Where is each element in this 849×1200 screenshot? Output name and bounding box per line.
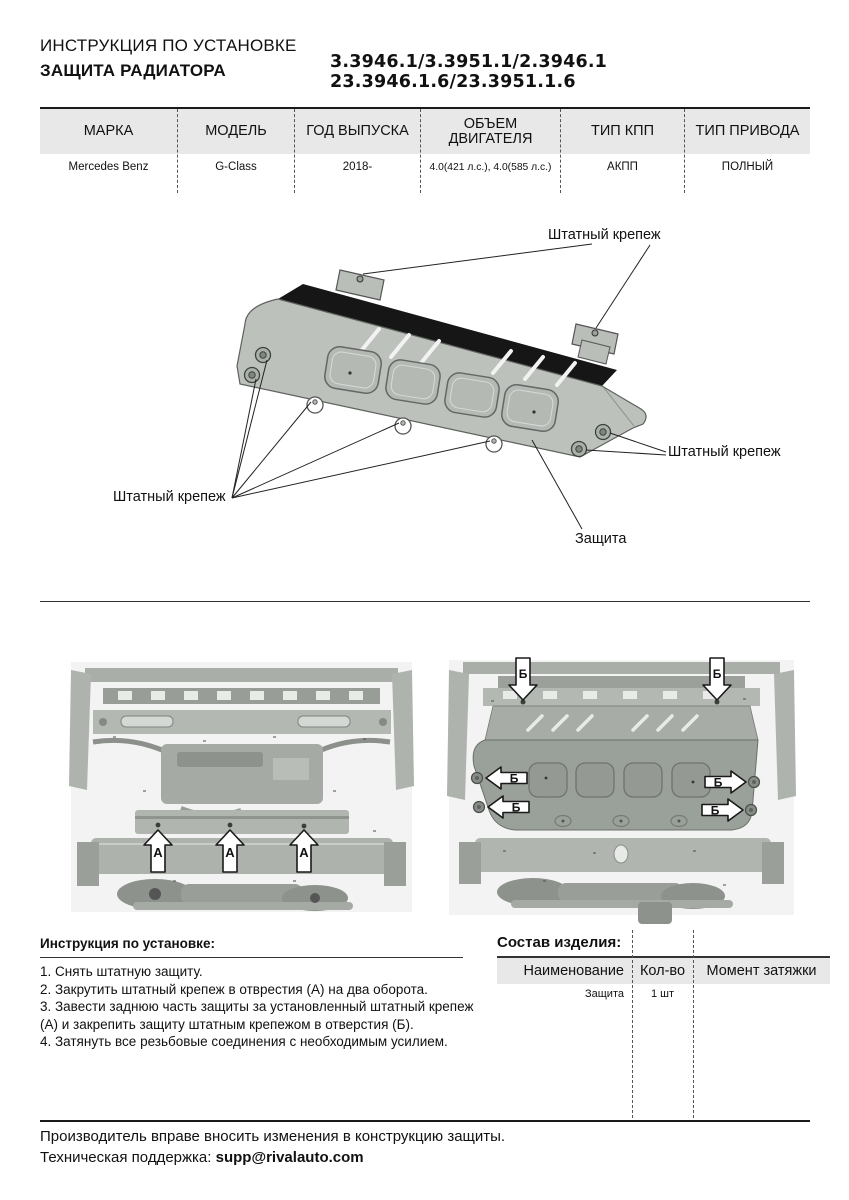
- marker-a-label: А: [153, 845, 163, 860]
- spec-value-brand: Mercedes Benz: [68, 161, 149, 173]
- part-numbers-line2: 23.3946.1.6/23.3951.1.6: [330, 72, 576, 92]
- spec-value-year: 2018-: [342, 161, 373, 173]
- composition-header-qty: Кол-во: [632, 958, 693, 984]
- callout-fastener-right: Штатный крепеж: [668, 444, 781, 460]
- spec-value-drive: ПОЛНЫЙ: [721, 161, 774, 173]
- composition-row-qty: 1 шт: [650, 988, 675, 1000]
- spec-header-gearbox: ТИП КПП: [590, 123, 655, 139]
- marker-b-label: Б: [518, 667, 528, 681]
- marker-a-label: А: [225, 845, 235, 860]
- spec-value-gearbox: АКПП: [607, 161, 638, 173]
- marker-b-label: Б: [710, 803, 720, 818]
- doc-type-title: ИНСТРУКЦИЯ ПО УСТАНОВКЕ: [40, 36, 297, 55]
- section-divider: [40, 601, 810, 602]
- photo-underbody-after: [443, 640, 800, 930]
- callout-fastener-top: Штатный крепеж: [548, 227, 661, 243]
- footer-divider: [40, 1120, 810, 1122]
- marker-b-label: Б: [713, 775, 723, 790]
- photo-underbody-before: [63, 640, 420, 930]
- composition-header-torque: Момент затяжки: [693, 958, 830, 984]
- composition-divider-1: [632, 930, 633, 1118]
- support-email: supp@rivalauto.com: [215, 1149, 364, 1166]
- spec-col-drive: [685, 109, 810, 193]
- tab-bolt-left: [357, 276, 363, 282]
- install-step-1: 1. Снять штатную защиту.: [40, 964, 203, 979]
- spec-col-model: [178, 109, 295, 193]
- composition-divider-2: [693, 930, 694, 1118]
- support-label: Техническая поддержка:: [40, 1149, 212, 1166]
- spec-col-engine: [421, 109, 561, 193]
- marker-a-label: А: [299, 845, 309, 860]
- spec-header-model: МОДЕЛЬ: [205, 123, 267, 139]
- spec-header-year: ГОД ВЫПУСКА: [306, 123, 409, 139]
- spec-table: [40, 107, 810, 193]
- composition-title: Состав изделия:: [497, 934, 622, 951]
- composition-header-name: Наименование: [497, 958, 632, 984]
- footer-note: Производитель вправе вносить изменения в конструкцию защиты.: [40, 1128, 506, 1145]
- installed-plate-top: [485, 706, 758, 740]
- spec-value-model: G-Class: [215, 161, 257, 173]
- composition-row-name: Защита: [585, 988, 624, 1000]
- install-title: Инструкция по установке:: [40, 936, 215, 951]
- spec-header-engine: ОБЪЕМ ДВИГАТЕЛЯ: [448, 115, 533, 147]
- spec-col-brand: [40, 109, 178, 193]
- callout-fastener-left: Штатный крепеж: [113, 489, 226, 505]
- guard-diagram: [40, 212, 810, 584]
- footer-support: [40, 1149, 364, 1166]
- install-step-4: 4. Затянуть все резьбовые соединения с необходимым усилием.: [40, 1034, 448, 1049]
- spec-value-engine: 4.0(421 л.с.), 4.0(585 л.с.): [429, 161, 552, 173]
- composition-row-torque: [693, 984, 830, 1004]
- marker-b-label: Б: [712, 667, 722, 681]
- spec-header-brand: МАРКА: [83, 123, 134, 139]
- install-step-2: 2. Закрутить штатный крепеж в отврестия (А) на два оборота.: [40, 981, 428, 997]
- spec-header-drive: ТИП ПРИВОДА: [695, 123, 800, 139]
- install-step-3: 3. Завести заднюю часть защиты за установленный штатный крепеж (А) и закрепить защиту штатным крепежом в отверстия (Б).: [40, 999, 474, 1032]
- install-title-rule: [40, 957, 463, 958]
- part-numbers-line1: 3.3946.1/3.3951.1/2.3946.1: [330, 52, 608, 72]
- marker-b-label: Б: [509, 771, 519, 786]
- marker-b-label: Б: [511, 800, 521, 815]
- spec-col-year: [295, 109, 421, 193]
- install-instructions: [40, 936, 480, 1051]
- spec-col-gearbox: [561, 109, 685, 193]
- product-title: ЗАЩИТА РАДИАТОРА: [40, 61, 226, 80]
- composition-table: [497, 934, 830, 1004]
- callout-guard: Защита: [575, 531, 627, 547]
- tab-bolt-right: [592, 330, 598, 336]
- part-numbers: [330, 52, 607, 92]
